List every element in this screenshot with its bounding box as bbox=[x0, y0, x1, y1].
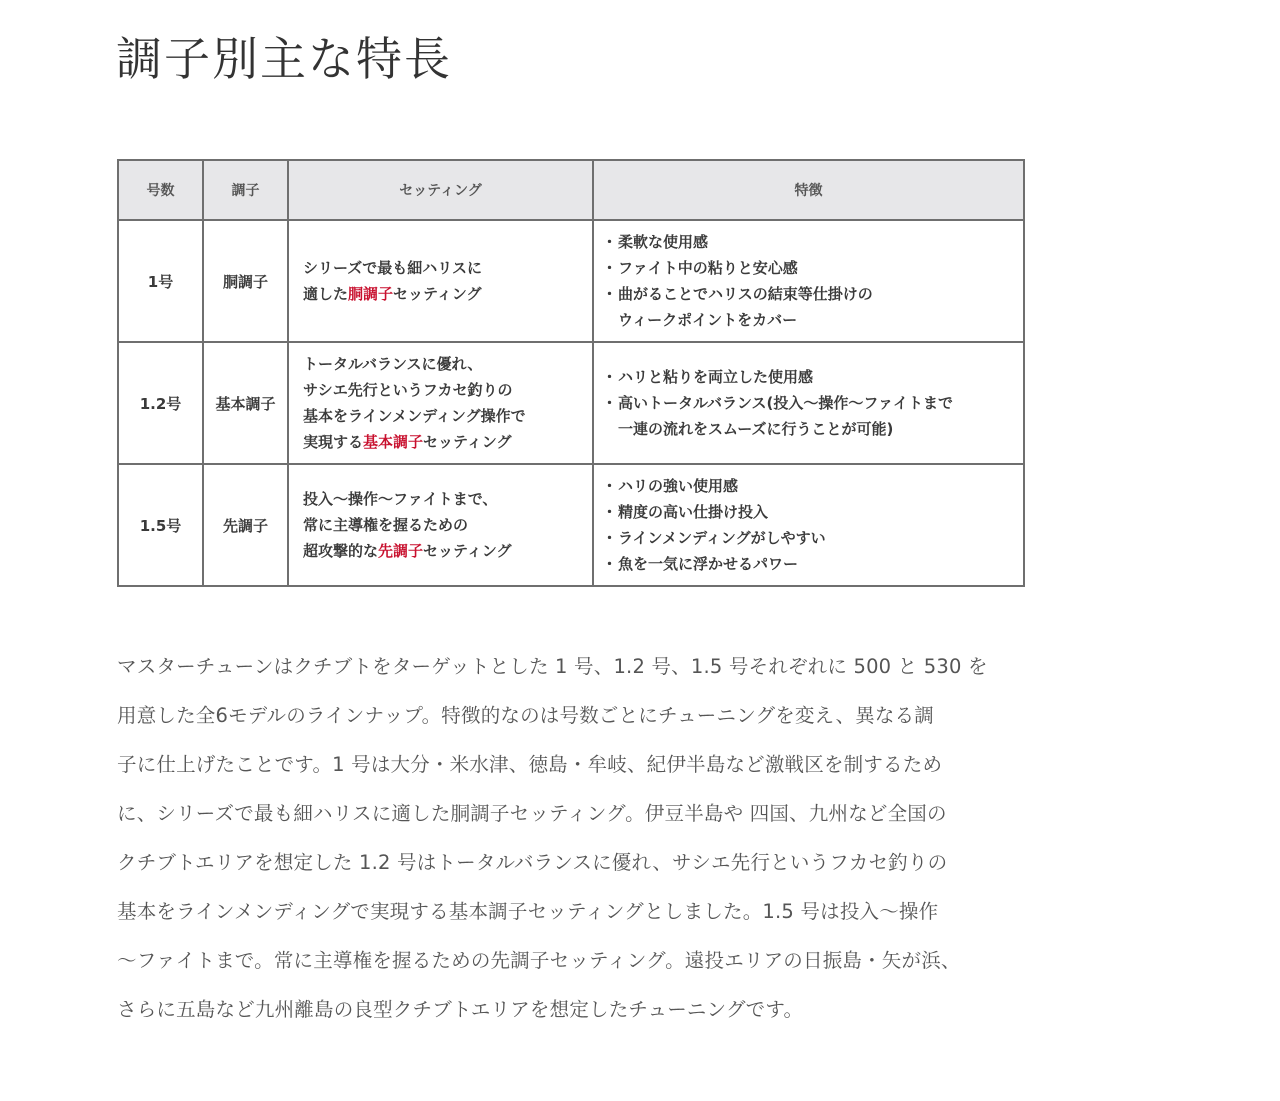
cell-tone: 胴調子 bbox=[203, 220, 288, 342]
table-row bbox=[118, 464, 1024, 586]
description-line: 〜ファイトまで。常に主導権を握るための先調子セッティング。遠投エリアの日振島・矢が浜、 bbox=[117, 949, 961, 972]
setting-line bbox=[303, 429, 592, 455]
feature-continuation: ウィークポイントをカバー bbox=[618, 311, 798, 329]
setting-text: 投入〜操作〜ファイトまで、 bbox=[303, 490, 498, 508]
cell-setting bbox=[288, 342, 593, 464]
setting-text: 適した bbox=[303, 285, 349, 303]
setting-line bbox=[303, 351, 592, 377]
page-title: 調子別主な特長 bbox=[116, 32, 452, 86]
setting-line bbox=[303, 486, 592, 512]
list-item: ・ 高いトータルバランス(投入〜操作〜ファイトまで bbox=[604, 390, 1023, 416]
feature-list bbox=[604, 364, 1023, 416]
table-header-row bbox=[118, 160, 1024, 220]
setting-text: 常に主導権を握るための bbox=[303, 516, 469, 534]
list-item: ・ 魚を一気に浮かせるパワー bbox=[604, 551, 1023, 577]
cell-feature bbox=[593, 342, 1024, 464]
setting-text: セッティング bbox=[393, 285, 482, 303]
list-item: ・ ラインメンディングがしやすい bbox=[604, 525, 1023, 551]
description-line: 基本をラインメンディングで実現する基本調子セッティングとしました。1.5 号は投入〜操作 bbox=[117, 900, 939, 923]
list-item: ・ 柔軟な使用感 bbox=[604, 229, 1023, 255]
highlighted-tone: 基本調子 bbox=[363, 433, 424, 451]
highlighted-tone: 先調子 bbox=[378, 542, 424, 560]
feature-list bbox=[604, 229, 1023, 307]
setting-line bbox=[303, 255, 592, 281]
list-item: ・ ハリの強い使用感 bbox=[604, 473, 1023, 499]
cell-count: 1.2号 bbox=[118, 342, 203, 464]
table-row bbox=[118, 220, 1024, 342]
description-line: 子に仕上げたことです。1 号は大分・米水津、徳島・牟岐、紀伊半島など激戦区を制するため bbox=[117, 753, 943, 776]
list-item: ・ 曲がることでハリスの結束等仕掛けの bbox=[604, 281, 1023, 307]
setting-text: セッティング bbox=[423, 542, 512, 560]
cell-count: 1号 bbox=[118, 220, 203, 342]
setting-line bbox=[303, 403, 592, 429]
cell-setting bbox=[288, 220, 593, 342]
description-line: さらに五島など九州離島の良型クチブトエリアを想定したチューニングです。 bbox=[117, 998, 804, 1021]
list-item: ・ ファイト中の粘りと安心感 bbox=[604, 255, 1023, 281]
tuning-spec-table bbox=[117, 159, 1025, 587]
description-line: クチブトエリアを想定した 1.2 号はトータルバランスに優れ、サシエ先行というフカセ釣りの bbox=[117, 851, 948, 874]
cell-feature bbox=[593, 220, 1024, 342]
table-body bbox=[118, 220, 1024, 586]
table-row bbox=[118, 342, 1024, 464]
description-line: 用意した全6モデルのラインナップ。特徴的なのは号数ごとにチューニングを変え、異なる調 bbox=[117, 704, 934, 727]
setting-line bbox=[303, 538, 592, 564]
cell-tone: 先調子 bbox=[203, 464, 288, 586]
setting-line bbox=[303, 377, 592, 403]
setting-text: 超攻撃的な bbox=[303, 542, 379, 560]
setting-line bbox=[303, 512, 592, 538]
feature-continuation: 一連の流れをスムーズに行うことが可能) bbox=[618, 420, 894, 438]
header-tone: 調子 bbox=[203, 160, 288, 220]
cell-feature bbox=[593, 464, 1024, 586]
setting-text: 基本をラインメンディング操作で bbox=[303, 407, 526, 425]
cell-setting bbox=[288, 464, 593, 586]
description-text bbox=[117, 642, 1027, 1034]
highlighted-tone: 胴調子 bbox=[348, 285, 394, 303]
setting-line bbox=[303, 281, 592, 307]
cell-tone: 基本調子 bbox=[203, 342, 288, 464]
description-line: マスターチューンはクチブトをターゲットとした 1 号、1.2 号、1.5 号それぞれに 500 と 530 を bbox=[117, 655, 988, 678]
setting-text: トータルバランスに優れ、 bbox=[303, 355, 483, 373]
cell-count: 1.5号 bbox=[118, 464, 203, 586]
setting-text: 実現する bbox=[303, 433, 364, 451]
header-count: 号数 bbox=[118, 160, 203, 220]
list-item: ・ 精度の高い仕掛け投入 bbox=[604, 499, 1023, 525]
setting-text: セッティング bbox=[423, 433, 512, 451]
feature-list bbox=[604, 473, 1023, 577]
header-setting: セッティング bbox=[288, 160, 593, 220]
setting-text: シリーズで最も細ハリスに bbox=[303, 259, 482, 277]
header-feature: 特徴 bbox=[593, 160, 1024, 220]
description-line: に、シリーズで最も細ハリスに適した胴調子セッティング。伊豆半島や 四国、九州など全国の bbox=[117, 802, 947, 825]
list-item: ・ ハリと粘りを両立した使用感 bbox=[604, 364, 1023, 390]
setting-text: サシエ先行というフカセ釣りの bbox=[303, 381, 513, 399]
